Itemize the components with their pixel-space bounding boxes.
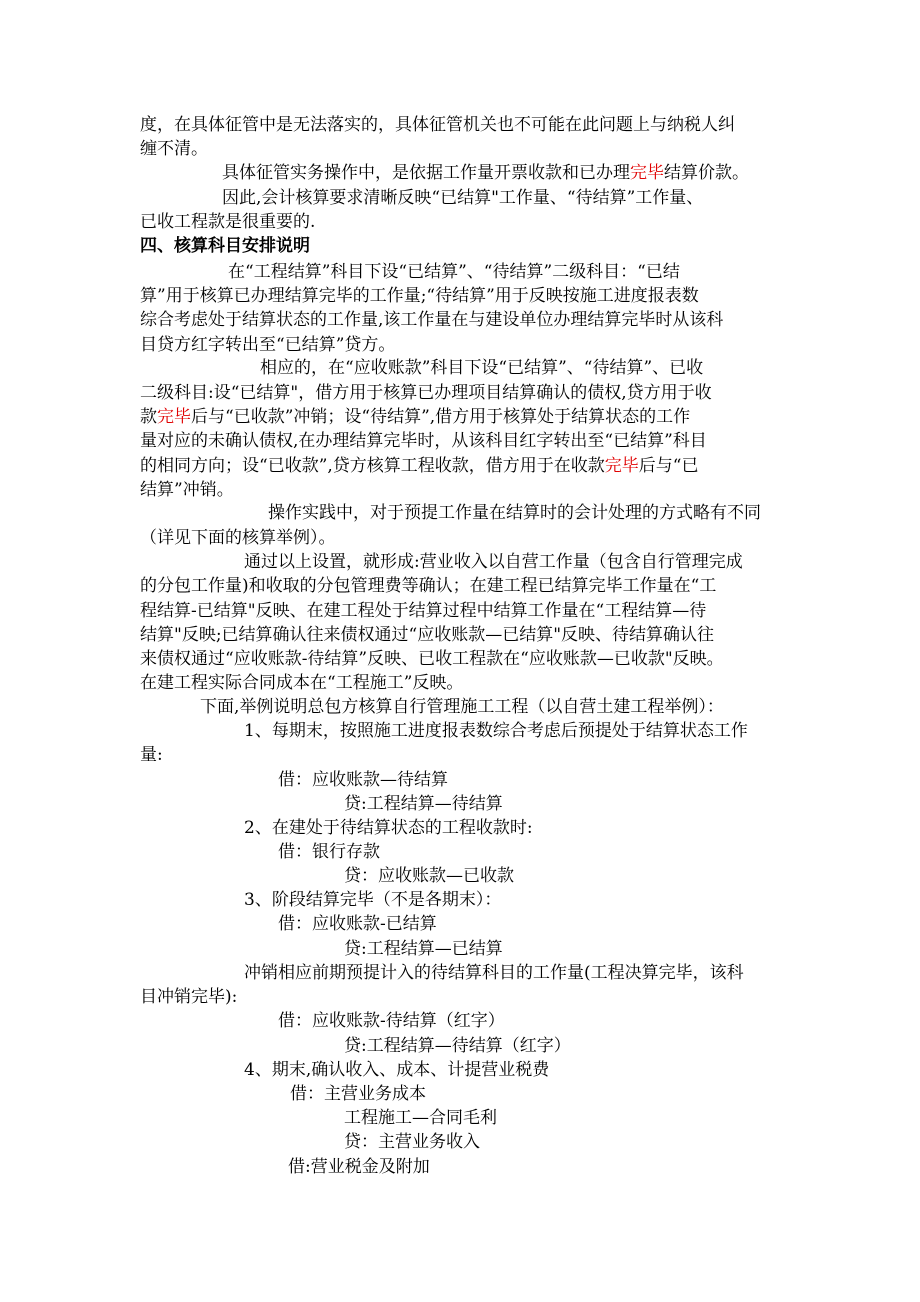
text-line: 贷：主营业务收入 bbox=[344, 1132, 480, 1152]
text-line: 结算"反映;已结算确认往来债权通过“应收账款—已结算"反映、待结算确认往 bbox=[140, 625, 715, 645]
text-line: 借：应收账款-已结算 bbox=[278, 914, 437, 934]
text-line: 目贷方红字转出至“已结算”贷方。 bbox=[140, 335, 396, 355]
text-line: 结算”冲销。 bbox=[140, 480, 234, 500]
text-line: （详见下面的核算举例）。 bbox=[140, 528, 336, 548]
text-line: 3、阶段结算完毕（不是各期末）： bbox=[244, 890, 502, 910]
text-line: 操作实践中，对于预提工作量在结算时的会计处理的方式略有不同 bbox=[268, 503, 761, 523]
highlighted-word: 完毕 bbox=[157, 407, 191, 427]
text-line: 量对应的未确认债权,在办理结算完毕时，从该科目红字转出至“已结算”科目 bbox=[140, 431, 707, 451]
text-line: 1、每期末，按照施工进度报表数综合考虑后预提处于结算状态工作 bbox=[244, 721, 748, 741]
text-line: 贷：应收账款—已收款 bbox=[344, 866, 514, 886]
text-line: 度，在具体征管中是无法落实的，具体征管机关也不可能在此问题上与纳税人纠 bbox=[140, 115, 735, 135]
text-line: 程结算-已结算"反映、在建工程处于结算过程中结算工作量在“工程结算—待 bbox=[140, 601, 707, 621]
section-heading: 四、核算科目安排说明 bbox=[140, 236, 310, 256]
text-line: 二级科目:设“已结算"，借方用于核算已办理项目结算确认的债权,贷方用于收 bbox=[140, 383, 712, 403]
text-line: 款完毕后与“已收款”冲销；设“待结算”,借方用于核算处于结算状态的工作 bbox=[140, 407, 691, 427]
text-line: 在建工程实际合同成本在“工程施工”反映。 bbox=[140, 673, 464, 693]
text-line: 量: bbox=[140, 745, 163, 765]
text-line: 相应的，在“应收账款”科目下设“已结算”、“待结算”、已收 bbox=[260, 358, 704, 378]
text-line: 算”用于核算已办理结算完毕的工作量;“待结算”用于反映按施工进度报表数 bbox=[140, 286, 699, 306]
text-line: 目冲销完毕): bbox=[140, 987, 238, 1007]
text-line: 4、期末,确认收入、成本、计提营业税费 bbox=[244, 1060, 550, 1080]
text-line: 已收工程款是很重要的. bbox=[140, 212, 316, 232]
text-line: 借：应收账款—待结算 bbox=[278, 770, 448, 790]
text-line: 冲销相应前期预提计入的待结算科目的工作量(工程决算完毕，该科 bbox=[244, 963, 744, 983]
text-line: 借：银行存款 bbox=[278, 842, 380, 862]
text-line: 缠不清。 bbox=[140, 139, 208, 159]
text-line: 在“工程结算”科目下设“已结算”、“待结算”二级科目：“已结 bbox=[228, 262, 680, 282]
text-line: 2、在建处于待结算状态的工程收款时: bbox=[244, 818, 533, 838]
highlighted-word: 完毕 bbox=[630, 163, 664, 183]
text-line: 贷:工程结算—待结算 bbox=[344, 794, 503, 814]
text-line: 下面,举例说明总包方核算自行管理施工工程（以自营土建工程举例）： bbox=[200, 697, 724, 717]
text-line: 来债权通过“应收账款-待结算”反映、已收工程款在“应收账款—已收款"反映。 bbox=[140, 649, 724, 669]
text-line: 因此,会计核算要求清晰反映“已结算"工作量、“待结算”工作量、 bbox=[222, 188, 704, 208]
text-line: 综合考虑处于结算状态的工作量,该工作量在与建设单位办理结算完毕时从该科 bbox=[140, 310, 724, 330]
text-line: 贷:工程结算—已结算 bbox=[344, 939, 503, 959]
text-line: 借:营业税金及附加 bbox=[288, 1157, 430, 1177]
text-line: 借：主营业务成本 bbox=[290, 1084, 426, 1104]
text-line: 的分包工作量)和收取的分包管理费等确认；在建工程已结算完毕工作量在“工 bbox=[140, 576, 717, 596]
text-line: 的相同方向；设“已收款”,贷方核算工程收款，借方用于在收款完毕后与“已 bbox=[140, 456, 699, 476]
text-line: 贷:工程结算—待结算（红字） bbox=[344, 1036, 571, 1056]
text-line: 通过以上设置，就形成:营业收入以自营工作量（包含自行管理完成 bbox=[244, 552, 743, 572]
text-line: 借：应收账款-待结算（红字） bbox=[278, 1011, 505, 1031]
text-line: 工程施工—合同毛利 bbox=[344, 1108, 497, 1128]
text-line: 具体征管实务操作中，是依据工作量开票收款和已办理完毕结算价款。 bbox=[222, 163, 749, 183]
highlighted-word: 完毕 bbox=[604, 456, 639, 476]
